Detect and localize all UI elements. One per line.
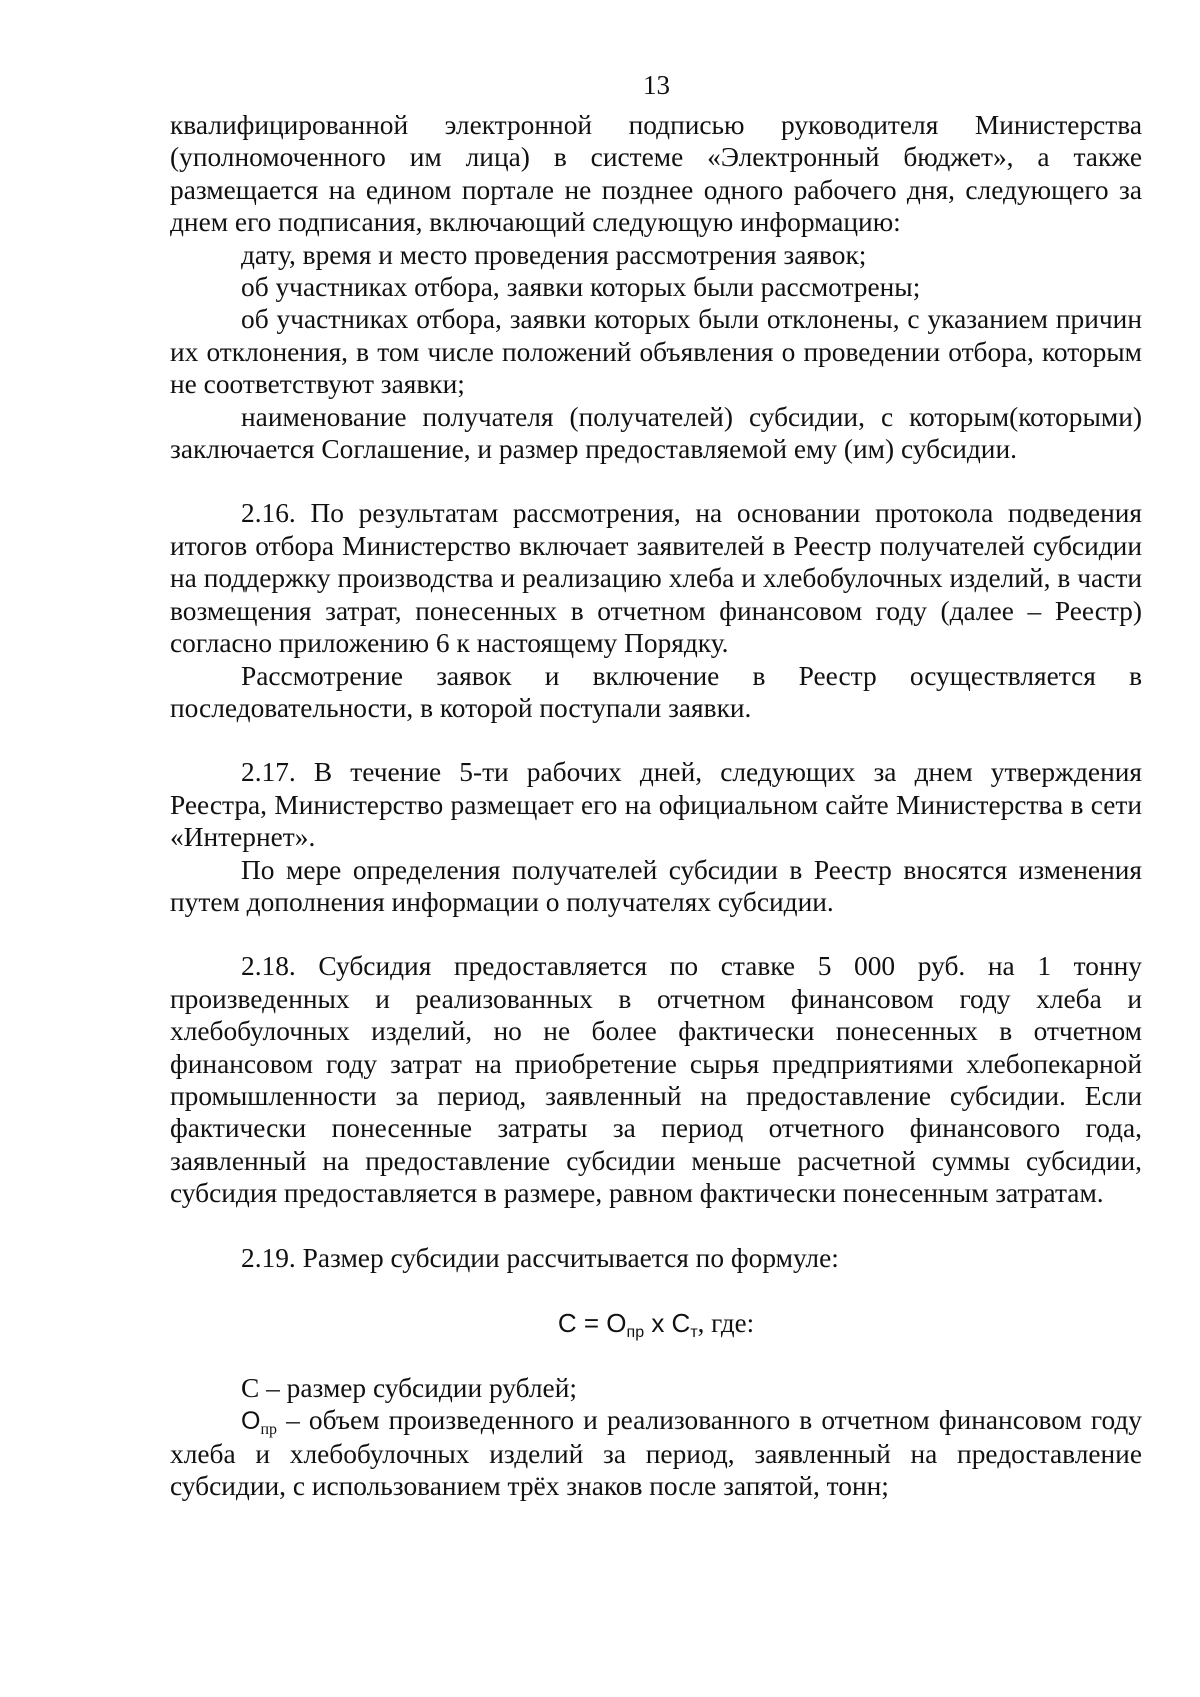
definition-opr	[170, 1404, 1142, 1502]
list-item-reviewed: об участниках отбора, заявки которых были рассмотрены;	[241, 272, 921, 303]
formula-mid: x С	[644, 1308, 691, 1338]
list-item-recipient: наименование получателя (получателей) субсидии, с которым(которыми) заключается Соглашение, и размер предоставляемой ему (им) субсидии.	[170, 401, 1142, 465]
subsidy-formula	[170, 1306, 1142, 1340]
page-number: 13	[643, 70, 670, 100]
paragraph-2-16-order: Рассмотрение заявок и включение в Реестр осуществляется в последовательности, в которой поступали заявки.	[170, 660, 1142, 723]
formula-rhs: , где:	[697, 1308, 755, 1338]
list-item-rejected: об участниках отбора, заявки которых были отклонены, с указанием причин их отклонения, в том числе положений объявления о проведении отбора, которым не соответствуют заявки;	[170, 304, 1142, 400]
paragraph-2-19: 2.19. Размер субсидии рассчитывается по формуле:	[241, 1242, 839, 1273]
list-item-date-time: дату, время и место проведения рассмотрения заявок;	[241, 239, 867, 270]
paragraph-2-17: 2.17. В течение 5-ти рабочих дней, следующих за днем утверждения Реестра, Министерство размещает его на официальном сайте Министерства в сети «Интернет».	[170, 757, 1142, 853]
definition-opr-sub: пр	[260, 1421, 278, 1439]
formula-sub-pr: пр	[626, 1324, 645, 1341]
definition-opr-text: – объем произведенного и реализованного в отчетном финансовом году хлеба и хлебобулочных изделий за период, заявленный на предоставление субсидии, с использованием трёх знаков после запятой, тонн;	[170, 1405, 1142, 1502]
paragraph-2-16: 2.16. По результатам рассмотрения, на основании протокола подведения итогов отбора Министерство включает заявителей в Реестр получателей субсидии на поддержку производства и реализацию хлеба и хлебобулочных изделий, в части возмещения затрат, понесенных в отчетном финансовом году (далее – Реестр) согласно приложению 6 к настоящему Порядку.	[170, 498, 1142, 659]
definition-c: С – размер субсидии рублей;	[241, 1373, 577, 1403]
document-body	[170, 109, 1142, 1503]
definition-opr-var: О	[241, 1407, 261, 1436]
formula-lhs: С = О	[557, 1308, 627, 1338]
paragraph-2-18: 2.18. Субсидия предоставляется по ставке 5 000 руб. на 1 тонну произведенных и реализованных в отчетном финансовом году хлеба и хлебобулочных изделий, но не более фактически понесенных в отчетном финансовом году затрат на приобретение сырья предприятиями хлебопекарной промышленности за период, заявленный на предоставление субсидии. Если фактически понесенные затраты за период отчетного финансового года, заявленный на предоставление субсидии меньше расчетной суммы субсидии, субсидия предоставляется в размере, равном фактически понесенным затратам.	[170, 951, 1142, 1209]
paragraph-continuation: квалифицированной электронной подписью руководителя Министерства (уполномоченного им лица) в системе «Электронный бюджет», а также размещается на едином портале не позднее одного рабочего дня, следующего за днем его подписания, включающий следующую информацию:	[170, 110, 1142, 238]
paragraph-2-17-changes: По мере определения получателей субсидии в Реестр вносятся изменения путем дополнения информации о получателях субсидии.	[170, 854, 1142, 917]
formula-sub-t: т	[690, 1324, 698, 1341]
